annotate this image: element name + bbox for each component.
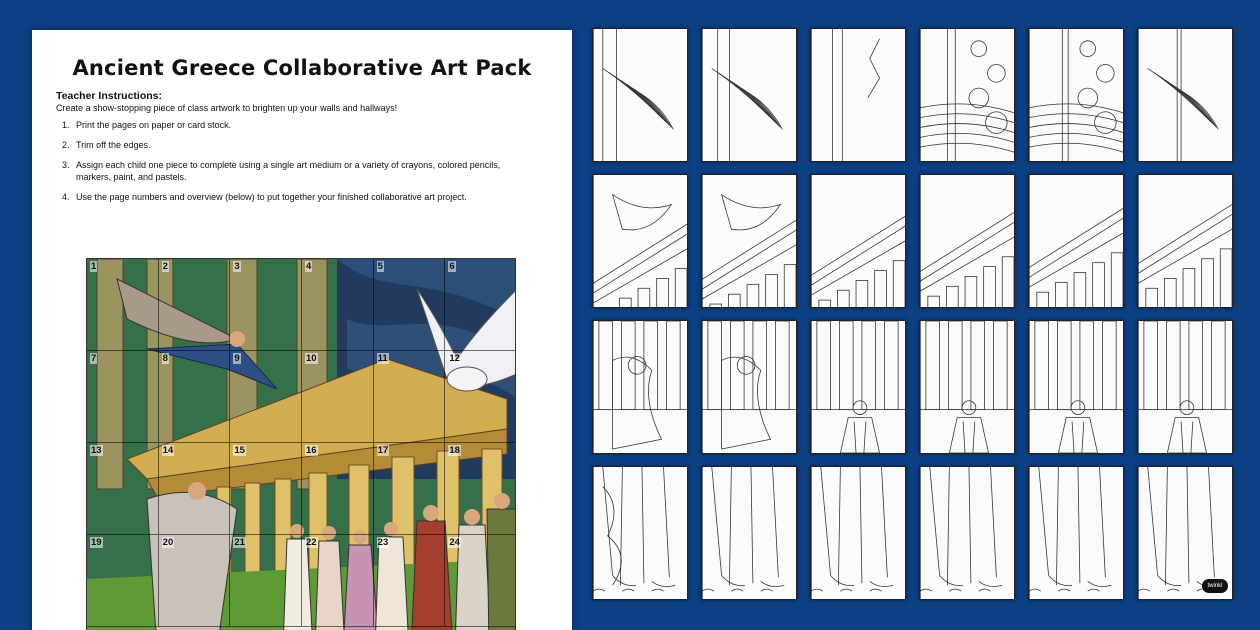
overview-cell: 12 bbox=[445, 351, 516, 443]
line-art-illustration bbox=[1029, 175, 1123, 307]
coloring-piece-3 bbox=[810, 28, 906, 162]
colored-overview-image bbox=[86, 258, 516, 630]
overview-cell: 23 bbox=[374, 535, 446, 627]
overview-cell: 18 bbox=[445, 443, 516, 535]
line-art-illustration bbox=[1138, 175, 1232, 307]
line-art-illustration bbox=[920, 467, 1014, 599]
overview-cell: 17 bbox=[374, 443, 446, 535]
coloring-piece-24 bbox=[1137, 466, 1233, 600]
overview-cell: 1 bbox=[87, 259, 159, 351]
coloring-piece-9 bbox=[810, 174, 906, 308]
coloring-piece-2 bbox=[701, 28, 797, 162]
overview-cell: 19 bbox=[87, 535, 159, 627]
coloring-piece-21 bbox=[810, 466, 906, 600]
overview-cell: 9 bbox=[230, 351, 302, 443]
line-art-illustration bbox=[593, 29, 687, 161]
line-art-illustration bbox=[811, 29, 905, 161]
overview-number-grid bbox=[87, 259, 516, 630]
coloring-piece-14 bbox=[701, 320, 797, 454]
line-art-illustration bbox=[702, 467, 796, 599]
coloring-piece-5 bbox=[1028, 28, 1124, 162]
coloring-piece-8 bbox=[701, 174, 797, 308]
instructions-heading: Teacher Instructions: bbox=[56, 90, 162, 102]
twinkl-logo: twinkl bbox=[1202, 579, 1228, 593]
overview-cell: 14 bbox=[159, 443, 231, 535]
line-art-illustration bbox=[593, 321, 687, 453]
line-art-illustration bbox=[1138, 321, 1232, 453]
step-item: 1. Print the pages on paper or card stock. bbox=[62, 120, 232, 130]
overview-cell: 3 bbox=[230, 259, 302, 351]
overview-cell: 22 bbox=[302, 535, 374, 627]
line-art-illustration bbox=[702, 29, 796, 161]
line-art-illustration bbox=[811, 175, 905, 307]
coloring-piece-22 bbox=[919, 466, 1015, 600]
line-art-illustration bbox=[702, 175, 796, 307]
coloring-piece-19 bbox=[592, 466, 688, 600]
line-art-illustration bbox=[811, 321, 905, 453]
coloring-piece-15 bbox=[810, 320, 906, 454]
page-title: Ancient Greece Collaborative Art Pack bbox=[72, 56, 532, 80]
overview-cell: 15 bbox=[230, 443, 302, 535]
line-art-illustration bbox=[702, 321, 796, 453]
coloring-piece-10 bbox=[919, 174, 1015, 308]
coloring-piece-1 bbox=[592, 28, 688, 162]
line-art-illustration bbox=[920, 321, 1014, 453]
coloring-piece-23 bbox=[1028, 466, 1124, 600]
step-item: 4. Use the page numbers and overview (below) to put together your finished collaborative art project. bbox=[62, 192, 467, 202]
overview-cell: 20 bbox=[159, 535, 231, 627]
coloring-piece-16 bbox=[919, 320, 1015, 454]
line-art-illustration bbox=[593, 175, 687, 307]
coloring-piece-18 bbox=[1137, 320, 1233, 454]
instruction-steps bbox=[56, 119, 548, 203]
line-art-illustration bbox=[1138, 29, 1232, 161]
overview-cell: 21 bbox=[230, 535, 302, 627]
step-item: 2. Trim off the edges. bbox=[62, 140, 151, 150]
line-art-illustration bbox=[1029, 29, 1123, 161]
overview-cell: 2 bbox=[159, 259, 231, 351]
line-art-illustration bbox=[811, 467, 905, 599]
coloring-piece-11 bbox=[1028, 174, 1124, 308]
overview-cell: 10 bbox=[302, 351, 374, 443]
overview-cell: 5 bbox=[374, 259, 446, 351]
coloring-piece-6 bbox=[1137, 28, 1233, 162]
overview-cell: 6 bbox=[445, 259, 516, 351]
coloring-piece-4 bbox=[919, 28, 1015, 162]
coloring-piece-13 bbox=[592, 320, 688, 454]
line-art-illustration bbox=[1029, 467, 1123, 599]
coloring-piece-20 bbox=[701, 466, 797, 600]
overview-cell: 7 bbox=[87, 351, 159, 443]
step-item: 3. Assign each child one piece to complete using a single art medium or a variety of crayons, colored pencils, markers, paint, and pastels. bbox=[62, 160, 501, 182]
instruction-page bbox=[32, 30, 572, 630]
line-art-illustration bbox=[920, 175, 1014, 307]
line-art-illustration bbox=[920, 29, 1014, 161]
line-art-illustration bbox=[1029, 321, 1123, 453]
coloring-pieces-grid bbox=[592, 28, 1232, 602]
coloring-piece-17 bbox=[1028, 320, 1124, 454]
coloring-piece-12 bbox=[1137, 174, 1233, 308]
overview-cell: 16 bbox=[302, 443, 374, 535]
instructions-intro: Create a show-stopping piece of class artwork to brighten up your walls and hallways! bbox=[56, 103, 398, 113]
overview-cell: 11 bbox=[374, 351, 446, 443]
line-art-illustration bbox=[593, 467, 687, 599]
overview-cell: 24 bbox=[445, 535, 516, 627]
overview-cell: 13 bbox=[87, 443, 159, 535]
overview-cell: 4 bbox=[302, 259, 374, 351]
overview-cell: 8 bbox=[159, 351, 231, 443]
coloring-piece-7 bbox=[592, 174, 688, 308]
